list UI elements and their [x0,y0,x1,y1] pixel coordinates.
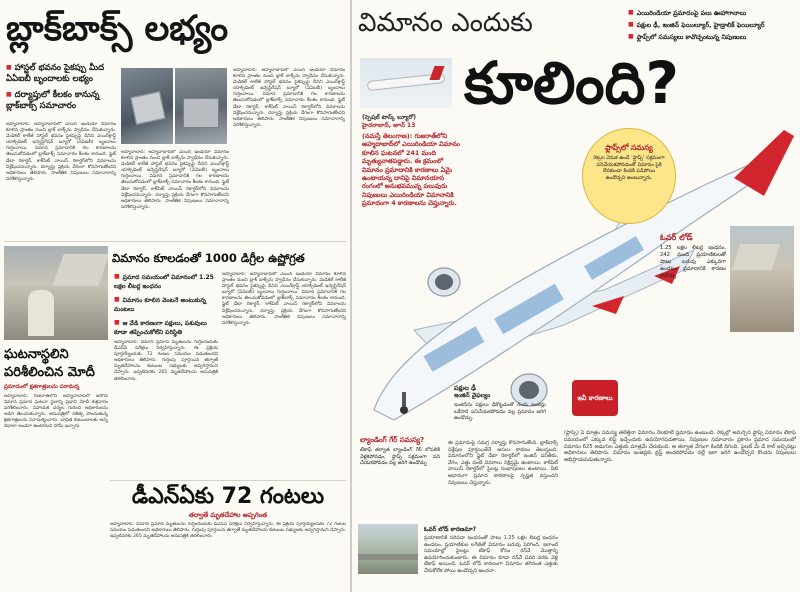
flaps-text: రెక్కల వెనుక ఉండే ‘ఫ్లాప్స్’ సక్రమంగా పనిచేయకపోవడంతో విమానం పైకి లేవకుండా కిందికి పడిపోయి ఉండొచ్చని అంటున్నారు. [593,155,665,181]
divider [4,241,346,242]
deck-bullet-3: ■ ఫ్లాప్స్‌లో సమస్యలు కావొచ్చంటున్న నిపుణులు [628,32,798,42]
dna-story-text: అహ్మదాబాద్: విమాన ప్రమాద మృతులను గుర్తించేందుకు డీఎన్ఏ పరీక్షలు నిర్వహిస్తున్నారు. ఈ ప్రక్రియ పూర్తయ్యేందుకు 72 గంటల సమయం పడుతుందని అధికారులు తెలిపారు. గుర్తింపు పూర్తయిన తర్వాతే మృతదేహాలను కుటుంబ సభ్యులకు అప్పగిస్తామని చెప్పారు. ఇప్పటివరకు 265 మృతదేహాలను ఆసుపత్రికి తరలించారు. [110,522,346,540]
deck-bullets [628,8,798,42]
why-headline-1: విమానం ఎందుకు [358,8,533,38]
intro-text: (నమస్తే తెలంగాణ): గుజరాత్‌లోని అహ్మదాబాద్‌లో ఎయిరిండియా విమానం కూలిన ఘటనలో 241 మంది మృత్యువాతపడ్డారు. ఈ క్రమంలో విమానం ప్రమాదానికి కారణాలు ఏమై ఉంటాయన్న దానిపై విమానయాన రంగంలో అనుభవమున్న పలువురు నిపుణులు ఎయిరిండియా విమానానికి ప్రమాదంగా 4 కారణాలను చెప్తున్నారు. [362,132,461,208]
dateline: హైదరాబాద్, జూన్ 13 [362,122,416,129]
bullet-2: ■ దర్యాప్తులో కీలకం కానున్న బ్లాక్‌బాక్స్ సమాచారం [6,89,114,112]
heat-story-text: అహ్మదాబాద్: విమాన ప్రమాద మృతులను గుర్తించేందుకు డీఎన్ఏ పరీక్షలు నిర్వహిస్తున్నారు. ఈ ప్రక్రియ పూర్తయ్యేందుకు 72 గంటల సమయం పడుతుందని అధికారులు తెలిపారు. గుర్తింపు పూర్తయిన తర్వాతే మృతదేహాలను కుటుంబ సభ్యులకు అప్పగిస్తామని చెప్పారు. ఇప్పటివరకు 265 మృతదేహాలను ఆసుపత్రికి తరలించారు. [114,340,218,382]
modi-headline: ఘటనాస్థలిని పరిశీలించిన మోదీ [4,347,95,380]
dna-headline: డీఎన్ఏకు 72 గంటలు [131,484,325,509]
flaps-title: ఫ్లాప్స్‌లో సమస్య [605,143,653,152]
modi-figure [28,290,54,336]
right-column-text: (ఫ్లాప్స్) ఏ మాత్రం సమస్య తలెత్తినా విమానం నేలకూలే ప్రమాదం ఉంటుంది. రెక్కల్లో అమర్చిన ఫ్లాప్స్ విమానం టేకాఫ్ సమయంలో ఎక్కువ లిఫ్ట్ ఇచ్చేందుకు ఉపయోగపడతాయి. నిపుణుల సమాచారం ప్రకారం ప్రమాద సమయంలో విమానం 625 అడుగుల ఎత్తుకు మాత్రమే చేరుకుంది. ఆ తర్వాత వేగంగా కిందికి దిగింది. పైలట్ మే డే కాల్ ఇచ్చినట్లు అధికారులు తెలిపారు. విమానం ఇంజిన్లకు థ్రస్ట్ అందకపోవడం వల్లే ఇలా జరిగి ఉండొచ్చని కొందరు నిపుణులు అభిప్రాయపడుతున్నారు. [564,430,796,464]
bottom-overload-text: ప్రయాణానికి సరిపడా ఇంధనంతో పాటు 1.25 లక్షల లీటర్ల ఇంధనం ఉండటం, ప్రయాణికుల లగేజీతో విమానం బరువు పెరిగింది. ఇలాంటి సమయాల్లో పైలట్లు టేకాఫ్ కోసం రన్‌వే మొత్తాన్ని ఉపయోగించుకుంటారు. ఈ విమానం కూడా రన్‌వే చివరి వరకు వెళ్లి టేకాఫ్ అయింది. ఓవర్ లోడ్ కారణంగా విమానం తగినంత ఎత్తుకు చేరుకోలేక పోయి ఉండొచ్చని అంచనా. [424,535,558,574]
heat-bullets [114,272,218,337]
runway [358,554,418,560]
bullet-1: ■ హాస్టల్ భవనం పైకప్పు మీద ఏఏఐబీ బృందాలకు లభ్యం [6,62,114,85]
overload-title: ఓవర్ లోడ్ [660,233,693,242]
overload-text: 1.25 లక్షల లీటర్ల ఇంధనం, 242 మంది ప్రయాణికులతో పాటు బరువు ఎక్కువగా ఉండటం ప్రమాదానికి కారణం కావొచ్చు [660,245,726,279]
heat-headline: విమానం కూలడంతో 1000 డిగ్రీల ఉష్ణోగ్రత [112,251,305,265]
airport-photo [358,524,418,574]
aircraft-tail [52,254,108,286]
landing-text: టేకాఫ్ తర్వాత ల్యాండింగ్ గేర్ లోపలికి వెళ్లకపోవడం, ఫ్లాప్స్ సక్రమంగా పని చేయకపోవడం వల్ల జరిగి ఉండొచ్చు [360,447,440,467]
modi-story-text: అహ్మదాబాద్: గుజరాత్‌లోని అహ్మదాబాద్‌లో జరిగిన విమాన ప్రమాద ఘటనా స్థలాన్ని ప్రధాని మోదీ శుక్రవారం పరిశీలించారు. సహాయక చర్యల గురించి అధికారులను అడిగి తెలుసుకున్నారు. ఆసుపత్రిలో చికిత్స పొందుతున్న క్షతగాత్రులను పరామర్శించారు. బాధిత కుటుంబాలకు అన్ని విధాలా అండగా ఉంటామని హామీ ఇచ్చారు. [4,394,108,430]
modi-subhead: ప్రమాదంలో క్షతగాత్రులను పరామర్శ [4,384,80,390]
blackbox-object [130,91,165,125]
byline: (స్పెషల్ టాస్క్ బ్యూరో) [362,114,417,121]
heat-bullet-1: ■ ప్రమాద సమయంలో విమానంలో 1.25 లక్షల లీటర్ల ఇంధనం [114,272,218,291]
blackbox-photo-1 [121,68,173,144]
birds-text: ఇంజిన్‌ను పక్షులు ఢీకొట్టడంతో రెండు ఇంజిన్లు ఒకేసారి పనిచేయకపోవడం వల్ల ప్రమాదం జరిగి ఉండొచ్చు. [454,402,546,422]
blackbox-photo-2 [175,68,227,144]
birds-title: పక్షుల ఢీ [454,384,476,392]
blackbox-headline: బ్లాక్‌బాక్స్ లభ్యం [6,9,229,49]
heat-story-text-2: అహ్మదాబాద్: అహ్మదాబాద్‌లో ఎయిర్ ఇండియా విమానం కూలిన ప్రాంతం నుంచి బ్లాక్ బాక్స్‌ను స్వాధీనం చేసుకున్నారు. మెడికల్ కాలేజీ హాస్టల్ భవనం పైకప్పుపై దీనిని ఎయిర్‌క్రాఫ్ట్ యాక్సిడెంట్ ఇన్వెస్టిగేషన్ బ్యూరో (ఏఏఐబీ) బృందాలు గుర్తించాయి. విమాన ప్రమాదానికి గల కారణాలను తెలుసుకోవడంలో బ్లాక్‌బాక్స్ సమాచారం కీలకం కానుంది. ఫ్లైట్ డేటా రికార్డర్, కాక్‌పిట్ వాయిస్ రికార్డర్‌లోని వివరాలను విశ్లేషించనున్నారు. దర్యాప్తు ప్రక్రియ వేగంగా కొనసాగుతోందని అధికారులు తెలిపారు. సాంకేతిక నిపుణులు సమాచారాన్ని పరిశీలిస్తున్నారు. [222,272,346,326]
left-page [0,0,350,592]
divider [110,480,346,481]
causes-label-tag [572,380,618,416]
overload-callout [660,232,726,342]
birds-callout [454,384,546,428]
blackbox-object [183,98,219,128]
flaps-callout [582,128,676,224]
crash-site-photo [4,246,108,340]
dna-subhead: తర్వాతే మృతదేహాల అప్పగింత [188,511,268,519]
blackbox-story-text-2: అహ్మదాబాద్: అహ్మదాబాద్‌లో ఎయిర్ ఇండియా విమానం కూలిన ప్రాంతం నుంచి బ్లాక్ బాక్స్‌ను స్వాధీనం చేసుకున్నారు. మెడికల్ కాలేజీ హాస్టల్ భవనం పైకప్పుపై దీనిని ఎయిర్‌క్రాఫ్ట్ యాక్సిడెంట్ ఇన్వెస్టిగేషన్ బ్యూరో (ఏఏఐబీ) బృందాలు గుర్తించాయి. విమాన ప్రమాదానికి గల కారణాలను తెలుసుకోవడంలో బ్లాక్‌బాక్స్ సమాచారం కీలకం కానుంది. ఫ్లైట్ డేటా రికార్డర్, కాక్‌పిట్ వాయిస్ రికార్డర్‌లోని వివరాలను విశ్లేషించనున్నారు. దర్యాప్తు ప్రక్రియ వేగంగా కొనసాగుతోందని అధికారులు తెలిపారు. సాంకేతిక నిపుణులు సమాచారాన్ని పరిశీలిస్తున్నారు. [233,68,345,128]
bottom-overload-title: ఓవర్ లోడ్ కారణమా? [424,526,477,533]
engine-label: ఇంజిన్ వైఫల్యం [454,392,491,399]
page-gutter [350,0,352,592]
blackbox-bullets [6,62,114,112]
heat-bullet-2: ■ విమానం కూలిన వెంటనే అంటుకున్న మంటలు [114,295,218,314]
middle-column-text: ఈ ప్రమాదంపై సమగ్ర దర్యాప్తు కొనసాగుతోంది. బ్లాక్‌బాక్స్ విశ్లేషణ పూర్తయితేనే అసలు కారణం తెలుస్తుంది. విమానంలోని ఫ్లైట్ డేటా రికార్డర్‌లో ఇంజిన్ పనితీరు, వేగం, ఎత్తు వంటి వివరాలు నిక్షిప్తమై ఉంటాయి. కాక్‌పిట్ వాయిస్ రికార్డర్‌లో పైలట్ల సంభాషణలు ఉంటాయి. వీటి ఆధారంగా ప్రమాద కారణాలపై స్పష్టత వస్తుందని నిపుణులు చెప్తున్నారు. [448,440,558,486]
right-page [354,0,800,592]
landing-callout [360,436,440,491]
landing-title: ల్యాండింగ్ గేర్ సమస్య? [360,436,425,444]
why-headline-2: కూలింది? [464,49,680,117]
crash-building-photo [730,226,794,332]
blackbox-story-text-3: అహ్మదాబాద్: అహ్మదాబాద్‌లో ఎయిర్ ఇండియా విమానం కూలిన ప్రాంతం నుంచి బ్లాక్ బాక్స్‌ను స్వాధీనం చేసుకున్నారు. మెడికల్ కాలేజీ హాస్టల్ భవనం పైకప్పుపై దీనిని ఎయిర్‌క్రాఫ్ట్ యాక్సిడెంట్ ఇన్వెస్టిగేషన్ బ్యూరో (ఏఏఐబీ) బృందాలు గుర్తించాయి. విమాన ప్రమాదానికి గల కారణాలను తెలుసుకోవడంలో బ్లాక్‌బాక్స్ సమాచారం కీలకం కానుంది. ఫ్లైట్ డేటా రికార్డర్, కాక్‌పిట్ వాయిస్ రికార్డర్‌లోని వివరాలను విశ్లేషించనున్నారు. దర్యాప్తు ప్రక్రియ వేగంగా కొనసాగుతోందని అధికారులు తెలిపారు. సాంకేతిక నిపుణులు సమాచారాన్ని పరిశీలిస్తున్నారు. [121,150,229,210]
blackbox-story-text: అహ్మదాబాద్: అహ్మదాబాద్‌లో ఎయిర్ ఇండియా విమానం కూలిన ప్రాంతం నుంచి బ్లాక్ బాక్స్‌ను స్వాధీనం చేసుకున్నారు. మెడికల్ కాలేజీ హాస్టల్ భవనం పైకప్పుపై దీనిని ఎయిర్‌క్రాఫ్ట్ యాక్సిడెంట్ ఇన్వెస్టిగేషన్ బ్యూరో (ఏఏఐబీ) బృందాలు గుర్తించాయి. విమాన ప్రమాదానికి గల కారణాలను తెలుసుకోవడంలో బ్లాక్‌బాక్స్ సమాచారం కీలకం కానుంది. ఫ్లైట్ డేటా రికార్డర్, కాక్‌పిట్ వాయిస్ రికార్డర్‌లోని వివరాలను విశ్లేషించనున్నారు. దర్యాప్తు ప్రక్రియ వేగంగా కొనసాగుతోందని అధికారులు తెలిపారు. సాంకేతిక నిపుణులు సమాచారాన్ని పరిశీలిస్తున్నారు. [6,122,116,182]
deck-bullet-2: ■ పక్షుల ఢీ, ఇంజిన్ ఫెయిల్యూర్, హైడ్రాలిక్ ఫెయిల్యూర్ [628,20,798,30]
heat-bullet-3: ■ ఆ వేడి కారణంగా పక్షులు, పశువులు కూడా తప్పించుకోలేని పరిస్థితి [114,318,218,337]
deck-bullet-1: ■ ఎయిరిండియా ప్రమాదంపై పలు ఊహాగానాలు [628,8,798,18]
causes-label: ఇవీ కారణాలు [577,393,613,402]
tail-in-building [732,244,780,270]
